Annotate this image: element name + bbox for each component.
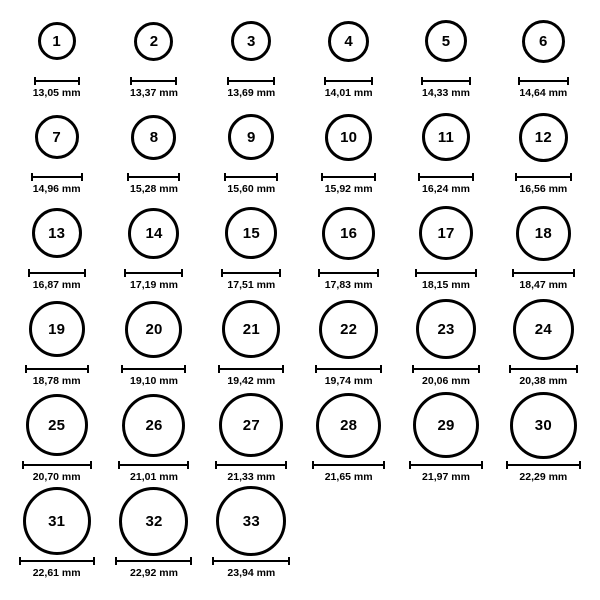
ring-circle <box>128 208 179 259</box>
ring-circle <box>228 114 274 160</box>
ring-circle <box>322 207 375 260</box>
diameter-measure-line <box>124 269 183 277</box>
diameter-measure-line <box>421 77 471 85</box>
diameter-measure-line <box>224 173 278 181</box>
measure-tick-right <box>190 557 192 565</box>
ring-circle-wrapper <box>26 394 88 456</box>
ring-circle-wrapper <box>316 394 381 456</box>
ring-size-cell <box>495 298 592 394</box>
ring-circle-wrapper <box>119 490 188 552</box>
diameter-measure-line <box>28 269 86 277</box>
ring-size-label: 31 <box>48 512 66 530</box>
ring-size-label: 25 <box>48 416 66 434</box>
measure-tick-right <box>371 77 373 85</box>
measure-tick-right <box>576 365 578 373</box>
ring-size-cell <box>495 394 592 490</box>
measure-tick-right <box>84 269 86 277</box>
ring-circle <box>522 20 565 63</box>
measure-tick-left <box>28 269 30 277</box>
ring-circle-wrapper <box>425 10 467 72</box>
measure-bar <box>115 560 192 562</box>
ring-circle-wrapper <box>225 202 277 264</box>
ring-size-label: 30 <box>534 416 552 434</box>
measure-bar <box>31 176 83 178</box>
measure-tick-left <box>221 269 223 277</box>
ring-size-label: 16 <box>340 224 358 242</box>
measure-bar <box>518 80 569 82</box>
measure-bar <box>315 368 382 370</box>
ring-size-label: 17 <box>437 224 455 242</box>
diameter-value-label: 15,92 mm <box>324 183 373 195</box>
measure-tick-left <box>324 77 326 85</box>
ring-size-cell <box>495 106 592 202</box>
ring-circle-wrapper <box>222 298 280 360</box>
diameter-measure-line <box>318 269 379 277</box>
diameter-value-label: 20,06 mm <box>422 375 470 387</box>
measure-tick-right <box>181 269 183 277</box>
measure-tick-left <box>312 461 314 469</box>
diameter-measure-line <box>227 77 275 85</box>
ring-circle <box>122 394 185 457</box>
ring-circle <box>26 394 88 456</box>
ring-circle <box>23 487 91 555</box>
measure-tick-left <box>515 173 517 181</box>
diameter-value-label: 14,96 mm <box>32 183 81 195</box>
measure-bar <box>312 464 385 466</box>
measure-tick-left <box>34 77 36 85</box>
ring-circle-wrapper <box>325 106 372 168</box>
ring-size-label: 4 <box>344 32 353 50</box>
diameter-value-label: 17,83 mm <box>324 279 373 291</box>
diameter-value-label: 17,51 mm <box>227 279 276 291</box>
measure-tick-left <box>121 365 123 373</box>
measure-bar <box>121 368 186 370</box>
ring-size-label: 33 <box>242 512 260 530</box>
ring-circle <box>222 300 280 358</box>
ring-size-cell <box>203 298 300 394</box>
diameter-value-label: 15,60 mm <box>227 183 276 195</box>
measure-tick-right <box>475 269 477 277</box>
measure-tick-left <box>506 461 508 469</box>
ring-circle-wrapper <box>322 202 375 264</box>
diameter-value-label: 18,47 mm <box>519 279 568 291</box>
diameter-value-label: 18,78 mm <box>32 375 81 387</box>
ring-size-cell <box>105 298 202 394</box>
measure-tick-left <box>215 461 217 469</box>
diameter-measure-line <box>212 557 290 565</box>
ring-size-cell <box>397 394 494 490</box>
diameter-measure-line <box>415 269 477 277</box>
ring-circle-wrapper <box>23 490 91 552</box>
ring-circle <box>325 114 372 161</box>
measure-bar <box>124 272 183 274</box>
ring-size-cell <box>203 394 300 490</box>
ring-size-cell <box>203 10 300 106</box>
ring-size-cell <box>300 106 397 202</box>
ring-circle <box>422 113 470 161</box>
measure-tick-left <box>512 269 514 277</box>
ring-circle <box>225 207 277 259</box>
ring-circle-wrapper <box>231 10 271 72</box>
ring-size-cell <box>203 490 300 586</box>
measure-bar <box>227 80 275 82</box>
diameter-value-label: 21,33 mm <box>227 471 276 483</box>
diameter-measure-line <box>118 461 189 469</box>
measure-tick-right <box>288 557 290 565</box>
ring-circle <box>516 206 571 261</box>
diameter-measure-line <box>418 173 474 181</box>
ring-size-cell <box>495 202 592 298</box>
measure-tick-left <box>31 173 33 181</box>
diameter-value-label: 19,74 mm <box>324 375 373 387</box>
ring-size-cell <box>495 10 592 106</box>
ring-circle <box>425 20 467 62</box>
ring-size-cell <box>105 10 202 106</box>
ring-size-cell <box>300 10 397 106</box>
measure-tick-left <box>127 173 129 181</box>
diameter-value-label: 14,64 mm <box>519 87 568 99</box>
diameter-measure-line <box>215 461 287 469</box>
measure-tick-left <box>124 269 126 277</box>
ring-size-cell <box>105 202 202 298</box>
ring-circle-wrapper <box>131 106 176 168</box>
diameter-value-label: 14,33 mm <box>422 87 470 99</box>
diameter-value-label: 13,69 mm <box>227 87 276 99</box>
ring-size-label: 6 <box>539 32 548 50</box>
ring-size-label: 13 <box>48 224 66 242</box>
ring-size-label: 8 <box>149 128 159 146</box>
measure-bar <box>412 368 480 370</box>
diameter-measure-line <box>19 557 95 565</box>
ring-size-label: 18 <box>534 224 552 242</box>
diameter-value-label: 21,65 mm <box>324 471 373 483</box>
measure-tick-right <box>374 173 376 181</box>
ring-size-label: 7 <box>52 128 61 146</box>
ring-circle <box>125 301 182 358</box>
diameter-value-label: 15,28 mm <box>130 183 178 195</box>
measure-tick-right <box>472 173 474 181</box>
measure-tick-right <box>567 77 569 85</box>
diameter-measure-line <box>130 77 177 85</box>
measure-tick-right <box>282 365 284 373</box>
ring-circle <box>38 22 76 60</box>
ring-circle-wrapper <box>38 10 76 72</box>
measure-bar <box>215 464 287 466</box>
diameter-value-label: 20,70 mm <box>32 471 81 483</box>
measure-tick-left <box>25 365 27 373</box>
ring-circle <box>134 22 173 61</box>
measure-bar <box>28 272 86 274</box>
ring-size-cell <box>105 394 202 490</box>
measure-tick-right <box>481 461 483 469</box>
measure-tick-left <box>509 365 511 373</box>
measure-tick-right <box>570 173 572 181</box>
ring-size-label: 10 <box>340 128 358 146</box>
ring-circle <box>35 115 79 159</box>
diameter-value-label: 18,15 mm <box>422 279 470 291</box>
diameter-measure-line <box>412 365 480 373</box>
measure-tick-right <box>90 461 92 469</box>
ring-size-grid <box>8 10 592 586</box>
diameter-measure-line <box>518 77 569 85</box>
measure-bar <box>409 464 483 466</box>
measure-tick-right <box>469 77 471 85</box>
ring-size-label: 26 <box>145 416 163 434</box>
diameter-value-label: 17,19 mm <box>130 279 178 291</box>
measure-tick-right <box>573 269 575 277</box>
diameter-value-label: 16,87 mm <box>32 279 81 291</box>
ring-circle <box>119 487 188 556</box>
diameter-value-label: 21,01 mm <box>130 471 178 483</box>
ring-size-cell <box>203 202 300 298</box>
measure-bar <box>415 272 477 274</box>
measure-tick-left <box>227 77 229 85</box>
diameter-measure-line <box>321 173 376 181</box>
ring-size-label: 3 <box>247 32 256 50</box>
ring-size-label: 20 <box>145 320 163 338</box>
ring-circle <box>519 113 568 162</box>
ring-circle-wrapper <box>128 202 179 264</box>
ring-circle-wrapper <box>513 298 574 360</box>
ring-size-label: 12 <box>534 128 552 146</box>
measure-tick-right <box>184 365 186 373</box>
diameter-value-label: 13,37 mm <box>130 87 178 99</box>
ring-size-cell <box>397 106 494 202</box>
measure-tick-right <box>175 77 177 85</box>
diameter-value-label: 23,94 mm <box>227 567 276 579</box>
measure-tick-right <box>478 365 480 373</box>
diameter-measure-line <box>312 461 385 469</box>
ring-size-cell <box>8 490 105 586</box>
measure-tick-left <box>130 77 132 85</box>
measure-bar <box>509 368 578 370</box>
ring-circle-wrapper <box>519 106 568 168</box>
ring-circle-wrapper <box>228 106 274 168</box>
diameter-measure-line <box>315 365 382 373</box>
ring-size-label: 24 <box>534 320 552 338</box>
diameter-measure-line <box>22 461 92 469</box>
ring-circle <box>513 299 574 360</box>
ring-size-label: 27 <box>242 416 260 434</box>
measure-bar <box>25 368 89 370</box>
ring-size-label: 15 <box>242 224 260 242</box>
ring-size-cell <box>300 202 397 298</box>
measure-bar <box>515 176 572 178</box>
ring-size-cell <box>300 394 397 490</box>
measure-tick-left <box>19 557 21 565</box>
measure-tick-right <box>81 173 83 181</box>
ring-circle-wrapper <box>510 394 577 456</box>
ring-circle-wrapper <box>522 10 565 72</box>
measure-tick-left <box>409 461 411 469</box>
measure-tick-left <box>224 173 226 181</box>
measure-tick-left <box>115 557 117 565</box>
ring-circle-wrapper <box>29 298 85 360</box>
measure-bar <box>127 176 180 178</box>
ring-circle <box>219 393 283 457</box>
ring-size-label: 5 <box>441 32 451 50</box>
ring-circle <box>328 21 369 62</box>
measure-bar <box>118 464 189 466</box>
measure-tick-right <box>380 365 382 373</box>
ring-size-cell <box>105 106 202 202</box>
ring-circle-wrapper <box>413 394 479 456</box>
measure-bar <box>224 176 278 178</box>
measure-bar <box>22 464 92 466</box>
diameter-value-label: 21,97 mm <box>422 471 470 483</box>
measure-bar <box>218 368 284 370</box>
measure-tick-right <box>87 365 89 373</box>
ring-size-cell <box>300 298 397 394</box>
ring-circle-wrapper <box>125 298 182 360</box>
ring-circle-wrapper <box>216 490 286 552</box>
measure-bar <box>512 272 575 274</box>
ring-size-label: 9 <box>247 128 256 146</box>
ring-size-label: 22 <box>340 320 358 338</box>
diameter-value-label: 20,38 mm <box>519 375 568 387</box>
ring-circle <box>510 392 577 459</box>
diameter-measure-line <box>506 461 581 469</box>
ring-circle-wrapper <box>32 202 82 264</box>
measure-bar <box>324 80 373 82</box>
measure-tick-right <box>377 269 379 277</box>
ring-size-label: 11 <box>437 128 455 146</box>
ring-size-cell <box>397 10 494 106</box>
measure-tick-left <box>321 173 323 181</box>
ring-circle <box>29 301 85 357</box>
ring-circle-wrapper <box>219 394 283 456</box>
measure-bar <box>34 80 80 82</box>
measure-tick-left <box>518 77 520 85</box>
ring-size-label: 21 <box>242 320 260 338</box>
ring-circle-wrapper <box>35 106 79 168</box>
ring-circle <box>216 486 286 556</box>
diameter-measure-line <box>115 557 192 565</box>
diameter-measure-line <box>509 365 578 373</box>
measure-bar <box>418 176 474 178</box>
ring-circle-wrapper <box>134 10 173 72</box>
diameter-value-label: 22,92 mm <box>130 567 178 579</box>
diameter-value-label: 22,61 mm <box>32 567 81 579</box>
diameter-measure-line <box>515 173 572 181</box>
ring-circle-wrapper <box>328 10 369 72</box>
ring-size-label: 2 <box>149 32 159 50</box>
ring-size-cell <box>397 298 494 394</box>
ring-size-cell <box>8 106 105 202</box>
measure-bar <box>421 80 471 82</box>
diameter-value-label: 16,56 mm <box>519 183 568 195</box>
diameter-measure-line <box>218 365 284 373</box>
diameter-measure-line <box>121 365 186 373</box>
ring-size-cell <box>203 106 300 202</box>
measure-bar <box>212 560 290 562</box>
measure-tick-right <box>383 461 385 469</box>
ring-size-cell <box>105 490 202 586</box>
ring-size-cell <box>8 10 105 106</box>
ring-size-cell <box>397 202 494 298</box>
diameter-value-label: 16,24 mm <box>422 183 470 195</box>
diameter-measure-line <box>221 269 281 277</box>
measure-tick-right <box>187 461 189 469</box>
diameter-value-label: 19,10 mm <box>130 375 178 387</box>
diameter-value-label: 13,05 mm <box>32 87 81 99</box>
measure-tick-left <box>318 269 320 277</box>
ring-size-cell <box>8 394 105 490</box>
diameter-measure-line <box>324 77 373 85</box>
measure-tick-right <box>276 173 278 181</box>
measure-bar <box>221 272 281 274</box>
ring-size-label: 28 <box>340 416 358 434</box>
ring-circle-wrapper <box>416 298 476 360</box>
ring-size-label: 1 <box>52 32 61 50</box>
measure-tick-right <box>78 77 80 85</box>
ring-size-cell <box>8 202 105 298</box>
measure-bar <box>318 272 379 274</box>
measure-tick-right <box>279 269 281 277</box>
ring-circle <box>131 115 176 160</box>
ring-size-label: 14 <box>145 224 163 242</box>
diameter-value-label: 14,01 mm <box>324 87 373 99</box>
measure-tick-right <box>285 461 287 469</box>
diameter-measure-line <box>31 173 83 181</box>
measure-tick-left <box>421 77 423 85</box>
measure-bar <box>506 464 581 466</box>
ring-circle <box>231 21 271 61</box>
ring-circle <box>416 299 476 359</box>
diameter-measure-line <box>127 173 180 181</box>
ring-size-label: 29 <box>437 416 455 434</box>
ring-circle <box>319 300 378 359</box>
ring-circle <box>413 392 479 458</box>
measure-tick-left <box>22 461 24 469</box>
ring-circle-wrapper <box>516 202 571 264</box>
measure-tick-right <box>178 173 180 181</box>
measure-tick-right <box>273 77 275 85</box>
measure-tick-left <box>415 269 417 277</box>
ring-circle-wrapper <box>122 394 185 456</box>
measure-tick-left <box>218 365 220 373</box>
measure-bar <box>130 80 177 82</box>
measure-bar <box>321 176 376 178</box>
diameter-measure-line <box>409 461 483 469</box>
ring-circle-wrapper <box>422 106 470 168</box>
diameter-measure-line <box>512 269 575 277</box>
ring-size-label: 32 <box>145 512 163 530</box>
measure-bar <box>19 560 95 562</box>
ring-circle-wrapper <box>419 202 473 264</box>
ring-circle <box>316 393 381 458</box>
diameter-value-label: 19,42 mm <box>227 375 276 387</box>
ring-circle <box>32 208 82 258</box>
ring-size-label: 19 <box>48 320 66 338</box>
diameter-measure-line <box>25 365 89 373</box>
ring-size-cell <box>8 298 105 394</box>
ring-circle <box>419 206 473 260</box>
measure-tick-left <box>212 557 214 565</box>
measure-tick-left <box>418 173 420 181</box>
measure-tick-left <box>118 461 120 469</box>
measure-tick-right <box>579 461 581 469</box>
ring-circle-wrapper <box>319 298 378 360</box>
diameter-measure-line <box>34 77 80 85</box>
measure-tick-left <box>412 365 414 373</box>
measure-tick-left <box>315 365 317 373</box>
measure-tick-right <box>93 557 95 565</box>
diameter-value-label: 22,29 mm <box>519 471 568 483</box>
ring-size-label: 23 <box>437 320 455 338</box>
